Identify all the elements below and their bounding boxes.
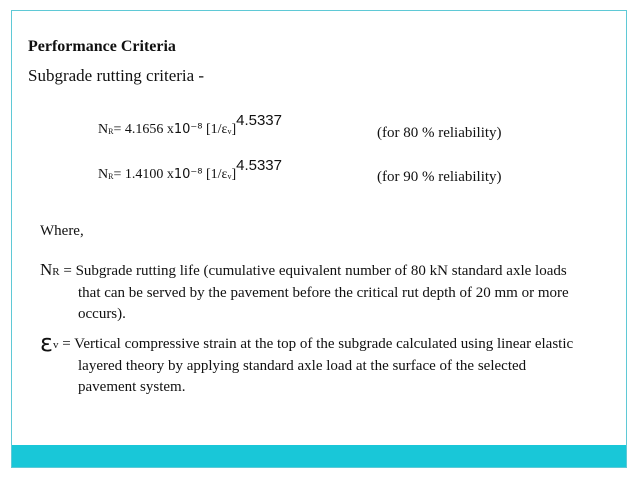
definition-line: pavement system. [78,379,186,395]
formula-mantissa: 10⁻⁸ [173,122,203,137]
reliability-note-90: (for 90 % reliability) [377,169,502,185]
definition-symbol: N [40,260,53,279]
formula-bracket-close: ] [231,167,237,182]
epsilon-symbol: ε [40,329,53,357]
formula-coefficient: = 1.4100 x [113,167,174,182]
formula-symbol: N [98,167,109,182]
formula-bracket-open: [1/ε [202,167,228,182]
where-label: Where, [40,223,84,239]
formula-bracket-sub: v [227,127,232,136]
definition-symbol-sub: R [52,266,60,278]
definition-line: layered theory by applying standard axle load at the surface of the selected [78,358,527,374]
definition-line: occurs). [78,306,126,322]
definition-symbol-sub: v [52,339,59,351]
formula-bracket-close: ] [231,122,237,137]
formula-coefficient: = 4.1656 x [113,122,174,137]
formula-symbol-sub: R [108,127,114,136]
definition-line: = Subgrade rutting life (cumulative equivalent number of 80 kN standard axle loads [59,263,567,279]
formula-symbol-sub: R [108,172,114,181]
reliability-note-80: (for 80 % reliability) [377,125,502,141]
definition-line: that can be served by the pavement before the critical rut depth of 20 mm or more [78,285,569,301]
formula-exponent: 4.5337 [236,112,282,129]
formula-exponent: 4.5337 [236,157,282,174]
subtitle: Subgrade rutting criteria - [28,66,205,85]
definition-epsilon-v [40,330,610,398]
formula-80-reliability [98,112,282,138]
page-title: Performance Criteria [28,38,176,55]
formula-bracket-sub: v [227,172,232,181]
formula-mantissa: 10⁻⁸ [173,167,203,182]
formula-90-reliability [98,157,282,183]
bottom-accent-bar [12,445,626,467]
formula-symbol: N [98,122,109,137]
definition-line: = Vertical compressive strain at the top of the subgrade calculated using linear elastic [58,336,574,352]
definition-nr [40,259,610,325]
formula-bracket-open: [1/ε [202,122,228,137]
